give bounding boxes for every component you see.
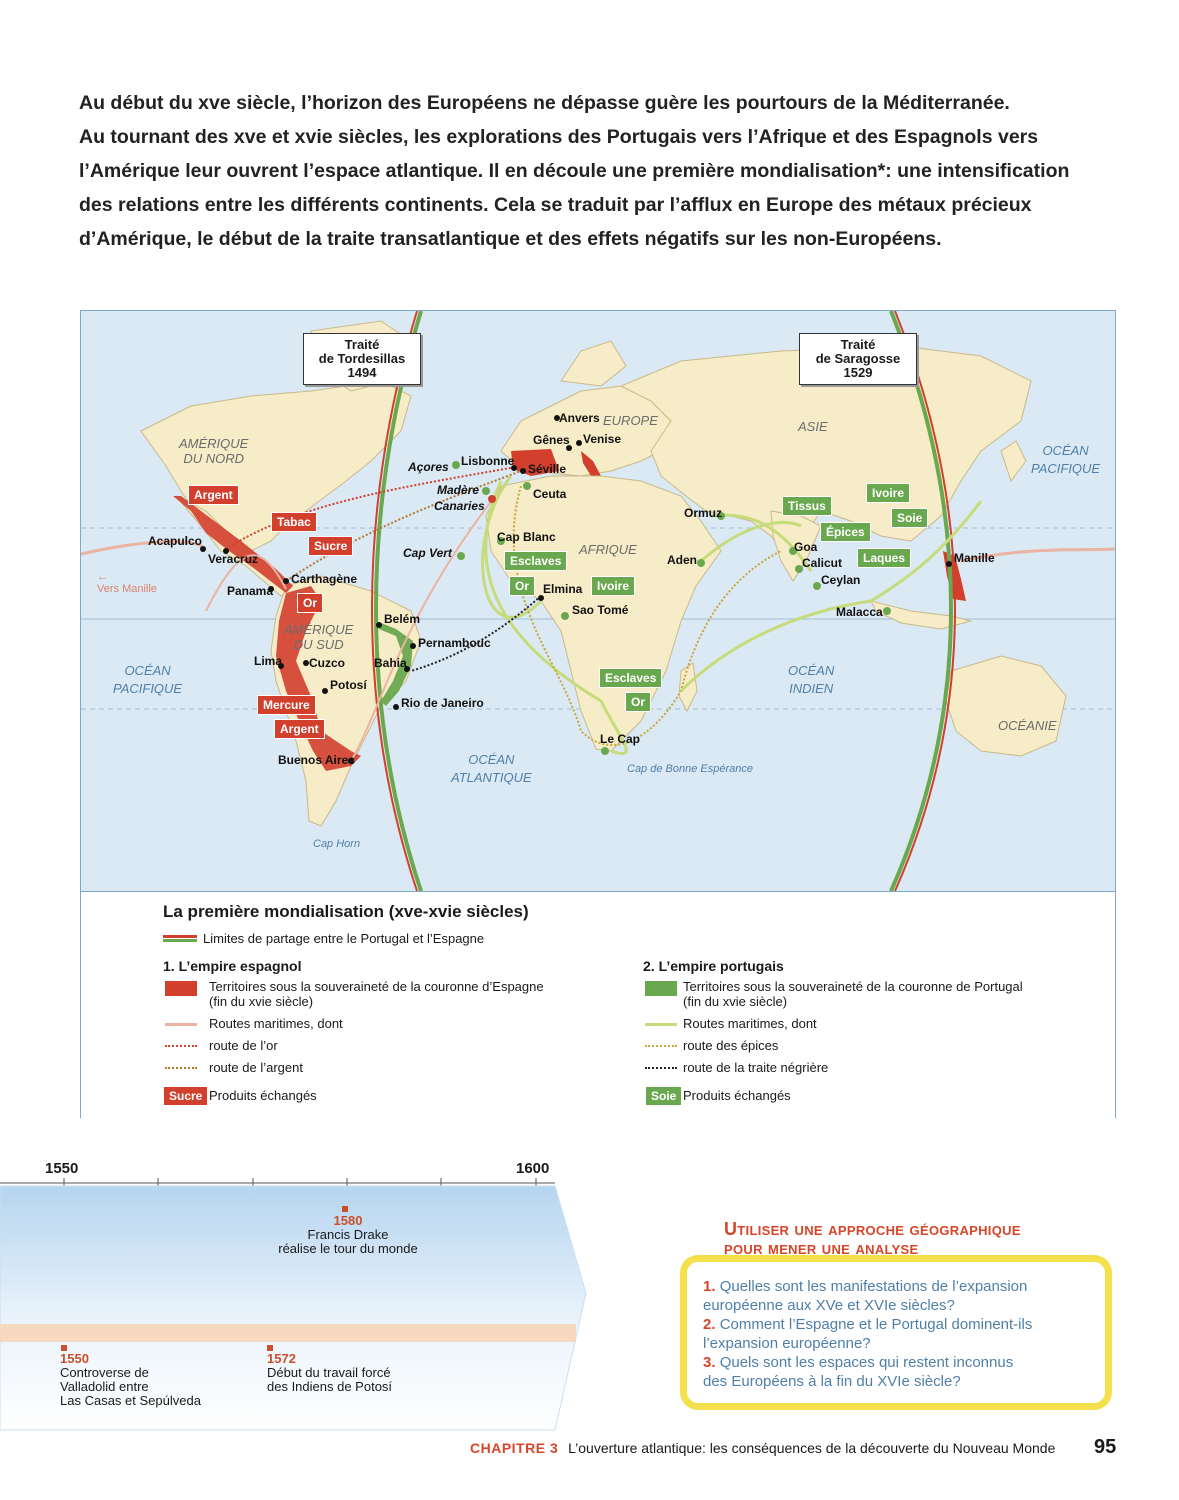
scandinavia-land (561, 341, 626, 386)
legend-slave-route: route de la traite négrière (683, 1060, 829, 1075)
treaty-year: 1529 (843, 365, 873, 380)
treaty-line: Traité (840, 337, 876, 352)
place-label: Bahia (374, 656, 407, 670)
product-tag-portugal: Or (509, 576, 535, 596)
city-dot (457, 552, 465, 560)
place-label: Gênes (533, 433, 570, 447)
region-label-line: AMÉRIQUE (179, 436, 249, 451)
indonesia-land (871, 601, 971, 629)
footer-title: L’ouverture atlantique: les conséquences de la découverte du Nouveau Monde (568, 1440, 1056, 1456)
question-number: 2. (703, 1316, 716, 1333)
portuguese-slave-route (411, 596, 541, 671)
questions-list (703, 1277, 1103, 1391)
product-tag-portugal: Or (625, 692, 651, 712)
legend-swatch-silver-route (165, 1067, 197, 1069)
place-label: Carthagène (291, 572, 358, 586)
place-label: Aden (667, 553, 697, 567)
place-label: Manille (954, 551, 995, 565)
product-tag-portugal: Tissus (782, 496, 832, 516)
legend-silver-route: route de l’argent (209, 1060, 303, 1075)
city-dot (410, 643, 416, 649)
timeline-event-1572 (267, 1352, 392, 1394)
intro-line: Au tournant des xve et xvie siècles, les explorations des Portugais vers l’Afrique et des Espagnols vers (79, 126, 1039, 148)
legend-portugal-routes: Routes maritimes, dont (683, 1016, 817, 1031)
japan-land (1001, 441, 1026, 481)
legend-swatch-slave-route (645, 1067, 677, 1069)
region-label (179, 436, 248, 466)
product-tag-spain: Or (297, 593, 323, 613)
product-tag-portugal: Ivoire (866, 483, 910, 503)
place-label: Pernambouc (418, 636, 491, 650)
legend-spain-routes: Routes maritimes, dont (209, 1016, 343, 1031)
city-dot (376, 622, 382, 628)
place-label: Elmina (543, 582, 583, 596)
legend-spice-route: route des épices (683, 1038, 779, 1053)
ocean-label-line: INDIEN (789, 681, 834, 696)
product-tag-spain: Tabac (271, 512, 317, 532)
treaty-line: de Saragosse (815, 351, 901, 366)
legend-tag-portugal: Soie (645, 1086, 682, 1106)
product-tag-portugal: Esclaves (599, 668, 662, 688)
timeline-event-1550 (60, 1352, 201, 1408)
place-label: Le Cap (600, 732, 641, 746)
region-label-line: DU SUD (293, 637, 344, 652)
intro-line: l’Amérique leur ouvrent l’espace atlantique. Il en découle une première mondialisation*: une intensification (79, 160, 1070, 182)
world-map (81, 311, 1115, 891)
place-label: Buenos Aires (278, 753, 355, 767)
legend-text: Territoires sous la souveraineté de la couronne de Portugal (683, 979, 1023, 994)
intro-line: d’Amérique, le début de la traite transatlantique et des effets négatifs sur les non-Européens. (79, 228, 942, 250)
place-label: Veracruz (208, 552, 259, 566)
intro-line: des relations entre les différents continents. Cela se traduit par l’afflux en Europe des métaux précieux (79, 194, 1032, 216)
city-dot (283, 578, 289, 584)
product-tag-spain: Sucre (308, 536, 353, 556)
place-label: Ceuta (533, 487, 567, 501)
city-dot (561, 612, 569, 620)
intro-line: Au début du xve siècle, l’horizon des Européens ne dépasse guère les pourtours de la Méditerranée. (79, 92, 1010, 114)
legend-portugal-products: Produits échangés (683, 1088, 791, 1103)
question-text: Quelles sont les manifestations de l’expansion (719, 1278, 1028, 1295)
ocean-label-line: PACIFIQUE (113, 681, 183, 696)
legend-text: (fin du xvie siècle) (683, 994, 788, 1009)
city-dot (393, 704, 399, 710)
ocean-label-line: ATLANTIQUE (451, 770, 532, 785)
place-label: Açores (408, 460, 449, 474)
place-label: Goa (794, 540, 818, 554)
region-label: OCÉANIE (998, 718, 1057, 733)
footer (470, 1440, 1055, 1456)
place-label: Cap de Bonne Espérance (627, 763, 753, 775)
product-tag-spain: Mercure (257, 695, 316, 715)
place-label: Panama (227, 584, 274, 598)
product-tag-spain: Argent (188, 485, 239, 505)
place-label: Sao Tomé (572, 603, 629, 617)
legend-swatch-spice-route (645, 1045, 677, 1047)
event-date: 1550 (60, 1351, 89, 1366)
timeline-year: 1600 (516, 1160, 550, 1177)
event-text: réalise le tour du monde (278, 1241, 418, 1256)
timeline-year: 1550 (45, 1160, 79, 1177)
vers-manille-label: Vers Manille (97, 583, 157, 595)
place-label: Ormuz (684, 506, 723, 520)
legend-swatch-gold-route (165, 1045, 197, 1047)
question-item (703, 1315, 1103, 1334)
event-date: 1580 (333, 1213, 363, 1228)
city-dot (697, 559, 705, 567)
legend-swatch-spain-territory (165, 981, 197, 996)
ocean-label-line: OCÉAN (124, 663, 171, 678)
ocean-label (1031, 442, 1100, 478)
place-label: Calicut (802, 556, 843, 570)
ocean-label-line: OCÉAN (468, 752, 515, 767)
treaty-year: 1494 (347, 365, 377, 380)
city-dot (488, 495, 496, 503)
map-canvas (81, 311, 1115, 891)
question-item: l’expansion européenne? (703, 1335, 871, 1352)
city-dot (883, 607, 891, 615)
treaty-line: Traité (344, 337, 380, 352)
legend-spain-territory (209, 979, 544, 1009)
intro-paragraph (79, 86, 1119, 256)
ocean-label-line: OCÉAN (788, 663, 835, 678)
product-tag-portugal: Soie (891, 508, 928, 528)
treaty-tordesillas-box (303, 333, 421, 385)
place-label: ← Vers Manille (97, 571, 157, 595)
product-tag-portugal: Esclaves (504, 551, 567, 571)
city-dot (946, 561, 952, 567)
region-label: EUROPE (603, 413, 658, 428)
city-dot (523, 482, 531, 490)
questions-title (724, 1220, 1021, 1258)
event-text: des Indiens de Potosí (267, 1379, 393, 1394)
region-label-line: AMÉRIQUE (284, 622, 354, 637)
ocean-label (113, 662, 182, 698)
legend-limits-label: Limites de partage entre le Portugal et l’Espagne (203, 931, 485, 946)
event-text: Controverse de (60, 1365, 149, 1380)
place-label: Séville (528, 462, 567, 476)
region-label (284, 622, 353, 652)
question-item (703, 1353, 1103, 1372)
treaty-line: de Tordesillas (318, 351, 406, 366)
event-text: Début du travail forcé (267, 1365, 391, 1380)
question-item: des Européens à la fin du XVIe siècle? (703, 1373, 961, 1390)
product-tag-portugal: Laques (857, 548, 911, 568)
place-label: Cap Vert (403, 546, 452, 560)
city-dot (601, 747, 609, 755)
place-label: Cap Horn (313, 838, 361, 850)
treaty-saragosse-box (799, 333, 917, 385)
place-label: Cap Blanc (497, 530, 556, 544)
question-item (703, 1277, 1103, 1296)
question-text: Quels sont les espaces qui restent inconnus (719, 1354, 1014, 1371)
event-text: Francis Drake (307, 1227, 389, 1242)
australia-land (946, 656, 1066, 756)
region-label: AFRIQUE (579, 542, 637, 557)
legend-swatch-portugal-routes (645, 1023, 677, 1026)
legend-swatch-limits (163, 935, 197, 938)
question-number: 3. (703, 1354, 716, 1371)
product-tag-portugal: Ivoire (591, 576, 635, 596)
product-tag-portugal: Épices (820, 522, 871, 542)
page-number: 95 (1094, 1436, 1117, 1458)
map-figure (80, 310, 1116, 1118)
place-label: Cuzco (309, 656, 345, 670)
legend-spain-heading: 1. L’empire espagnol (163, 958, 302, 974)
city-dot (813, 582, 821, 590)
ocean-label (788, 662, 834, 698)
city-dot (322, 688, 328, 694)
timeline (0, 1150, 600, 1450)
event-date: 1572 (267, 1351, 296, 1366)
legend-spain-products: Produits échangés (209, 1088, 317, 1103)
legend-gold-route: route de l’or (209, 1038, 278, 1053)
place-label: Lima (254, 654, 283, 668)
questions-title-line: Utiliser une approche géographique (724, 1219, 1021, 1239)
city-dot (452, 461, 460, 469)
place-label: Acapulco (148, 534, 203, 548)
city-dot (520, 468, 526, 474)
region-label-line: DU NORD (183, 451, 244, 466)
questions-title-line: pour mener une analyse (724, 1238, 919, 1258)
legend-tag-spain: Sucre (163, 1086, 208, 1106)
city-dot (482, 487, 490, 495)
place-label: Anvers (559, 411, 600, 425)
product-tag-spain: Argent (274, 719, 325, 739)
place-label: Venise (583, 432, 622, 446)
ocean-label-line: PACIFIQUE (1031, 461, 1101, 476)
legend-swatch-portugal-territory (645, 981, 677, 996)
region-label: ASIE (798, 419, 828, 434)
question-item: européenne aux XVe et XVIe siècles? (703, 1297, 955, 1314)
legend-swatch-limits (163, 939, 197, 942)
footer-chapter: CHAPITRE 3 (470, 1440, 559, 1456)
city-dot (576, 440, 582, 446)
place-label: Madère (437, 483, 480, 497)
ocean-label (451, 751, 532, 787)
place-label: Belém (384, 612, 421, 626)
legend-portugal-heading: 2. L’empire portugais (643, 958, 784, 974)
timeline-event-1580 (260, 1214, 436, 1256)
legend-swatch-spain-routes (165, 1023, 197, 1026)
question-text: Comment l’Espagne et le Portugal dominent-ils (719, 1316, 1033, 1333)
event-text: Las Casas et Sepúlveda (60, 1393, 201, 1408)
legend-text: Territoires sous la souveraineté de la couronne d’Espagne (209, 979, 544, 994)
place-label: Canaries (434, 499, 485, 513)
ocean-label-line: OCÉAN (1042, 443, 1089, 458)
place-label: Rio de Janeiro (401, 696, 484, 710)
legend-text: (fin du xvie siècle) (209, 994, 314, 1009)
event-text: Valladolid entre (60, 1379, 149, 1394)
question-number: 1. (703, 1278, 716, 1295)
place-label: Potosí (330, 678, 367, 692)
place-label: Lisbonne (461, 454, 515, 468)
legend-title: La première mondialisation (xve-xvie siècles) (163, 902, 529, 921)
map-legend (81, 891, 1115, 1118)
place-label: Ceylan (821, 573, 861, 587)
legend-portugal-territory (683, 979, 1023, 1009)
place-label: Malacca (836, 605, 883, 619)
